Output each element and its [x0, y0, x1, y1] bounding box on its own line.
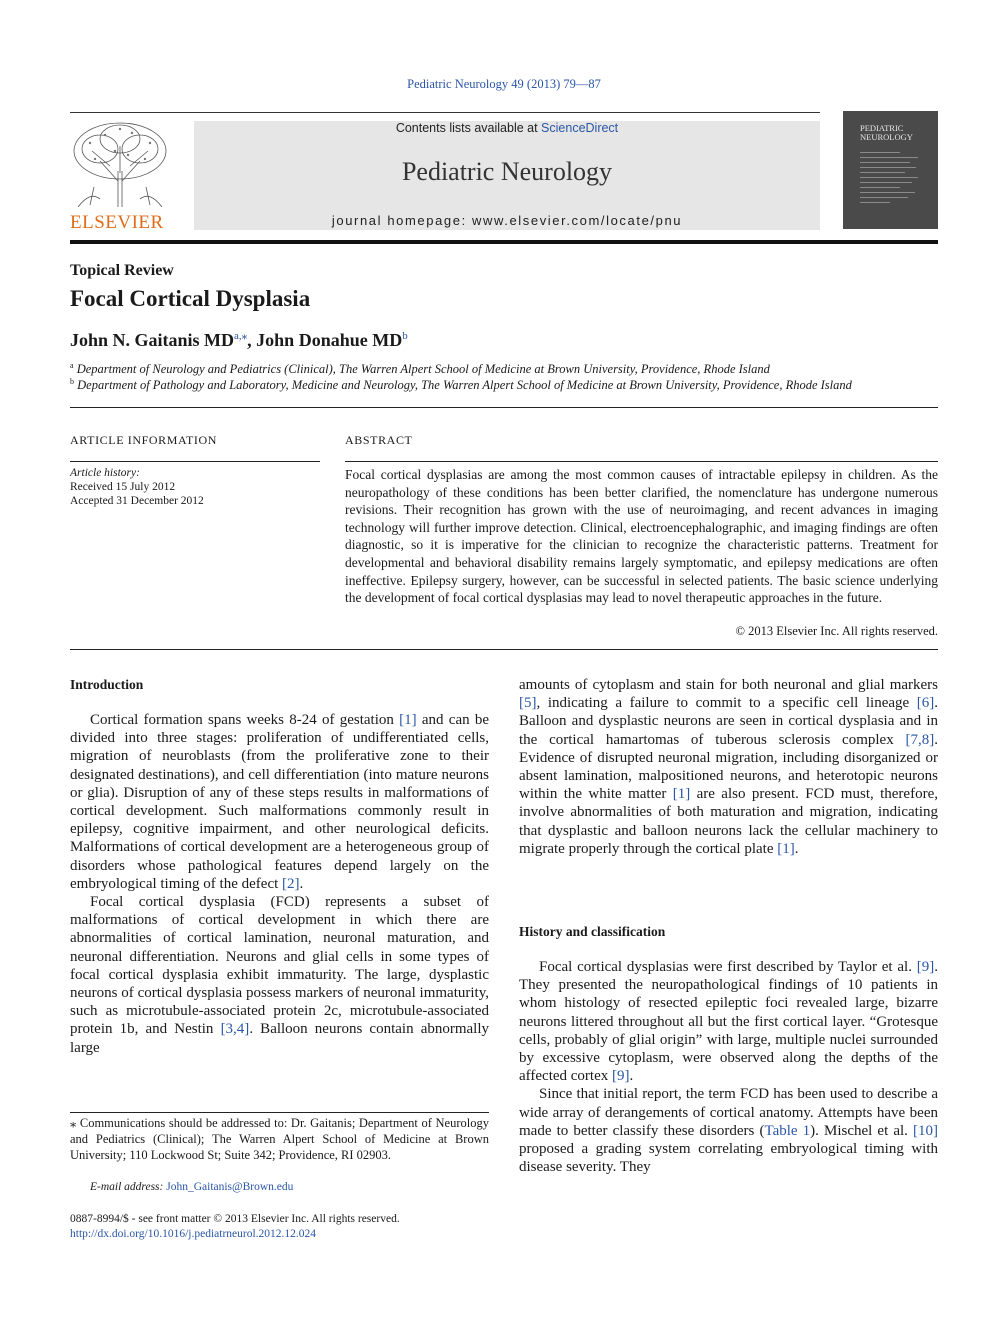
- paragraph: Focal cortical dysplasias were first described by Taylor et al. [9]. They presented the neuropathological findings of 10 patients in whom histology of resected epileptic foci revealed large, bizarre neurons littered throughout all but the first cortical layer. “Grotesque cells, probably of glial origin” with large, multiple nuclei surrounded by excessive cytoplasm, were observed along the depths of the affected cortex [9].: [519, 959, 938, 1085]
- issn-line: 0887-8994/$ - see front matter © 2013 Elsevier Inc. All rights reserved.: [70, 1213, 400, 1225]
- elsevier-wordmark: ELSEVIER: [70, 212, 164, 233]
- cover-text-lines: [860, 152, 922, 207]
- info-rule: [70, 461, 320, 462]
- paragraph: amounts of cytoplasm and stain for both neuronal and glial markers [5], indicating a failure to commit to a specific cell lineage [6]. Balloon and dysplastic neurons are seen in cortical dysplasia and in the cortical hamartomas of tuberous sclerosis complex [7,8]. Evidence of disrupted neuronal migration, including disorganized or absent lamination, malpositioned neurons, and heterotopic neurons within the white matter [1] are also present. FCD must, therefore, involve abnormalities of both maturation and migration, indicating that dysplastic and balloon neurons lack the cellular machinery to migrate properly through the cortical plate [1].: [519, 677, 938, 857]
- journal-name: Pediatric Neurology: [401, 157, 613, 186]
- email-line: E-mail address: John_Gaitanis@Brown.edu: [90, 1181, 294, 1193]
- paragraph: Since that initial report, the term FCD has been used to describe a wide array of derangements of cortical anatomy. Attempts have been made to better classify these disorders (Table 1). Mischel et al. [10] proposed a grading system correlating embryological timing with disease severity. They: [519, 1086, 939, 1176]
- correspondence-footnote: ⁎ Communications should be addressed to: Dr. Gaitanis; Department of Neurology and Pediatrics (Clinical); The Warren Alpert School of Medicine at Brown University; 110 Lockwood St; Suite 342; Providence, RI 02903.: [70, 1116, 489, 1162]
- author-donahue[interactable]: John Donahue MD: [256, 330, 403, 350]
- sciencedirect-link[interactable]: ScienceDirect: [541, 121, 619, 135]
- accepted-date: Accepted 31 December 2012: [70, 495, 204, 508]
- right-column-bottom: [519, 958, 938, 1176]
- ref-link[interactable]: [3,4]: [220, 1021, 250, 1038]
- footnote-rule: [70, 1112, 489, 1113]
- article-information-label: ARTICLE INFORMATION: [70, 433, 218, 447]
- author-list: John N. Gaitanis $MD^{a,⁎}$, John Donahue $MD^b$: [70, 330, 408, 350]
- ref-link[interactable]: [7,8]: [905, 731, 935, 748]
- paragraph: Focal cortical dysplasia (FCD) represents a subset of malformations of cortical development in which there are abnormalities of cortical lamination, neuronal maturation, and neuronal differentiation. Neurons and glial cells in some types of focal cortical dysplasia exhibit immaturity. The large, dysplastic neurons of cortical dysplasia possess markers of neuronal immaturity, such as microtubule-associated protein 2c, microtubule-associated protein 1b, and Nestin [3,4]. Balloon neurons contain abnormally large: [70, 894, 490, 1056]
- ref-link[interactable]: [1]: [672, 786, 691, 803]
- issn-doi: [70, 1212, 400, 1242]
- left-column: [70, 711, 489, 1057]
- ref-link[interactable]: [10]: [913, 1122, 939, 1139]
- author1-affiliation-mark[interactable]: a,⁎: [234, 330, 248, 342]
- abstract-label: ABSTRACT: [345, 433, 413, 447]
- ref-link[interactable]: [9]: [612, 1068, 630, 1085]
- introduction-heading: Introduction: [70, 677, 144, 692]
- ref-link[interactable]: [6]: [916, 695, 935, 712]
- affiliation-rule: [70, 407, 938, 408]
- journal-homepage[interactable]: journal homepage: www.elsevier.com/locate/pnu: [331, 213, 683, 228]
- abstract-bottom-rule: [70, 649, 938, 650]
- abstract-rule: [345, 461, 938, 462]
- article-title: Focal Cortical Dysplasia: [70, 286, 311, 311]
- elsevier-tree-logo: [70, 121, 170, 207]
- table-link[interactable]: Table 1: [764, 1122, 811, 1139]
- ref-link[interactable]: [1]: [777, 840, 795, 857]
- received-date: Received 15 July 2012: [70, 481, 176, 494]
- author2-affiliation-mark[interactable]: b: [402, 330, 408, 342]
- contents-prefix: Contents lists available at: [395, 121, 542, 135]
- cover-title: PEDIATRIC NEUROLOGY: [860, 123, 913, 142]
- paragraph: Cortical formation spans weeks 8-24 of gestation [1] and can be divided into three stages: proliferation of undifferentiated cells, migration of neuroblasts (from the proliferative zone to their designated destinations), and cell differentiation (into mature neurons or glia). Disruption of any of these steps results in malformations of cortical development. Such malformations commonly result in epilepsy, cognitive impairment, and other neurological deficits. Malformations of cortical development are a heterogeneous group of disorders whose pathological features depend largely on the embryological timing of the defect [2].: [70, 712, 489, 892]
- affiliation-a: $^a$ Department of Neurology and Pediatrics (Clinical), The Warren Alpert School of Medicine at Brown University, Providence, Rhode Island: [70, 361, 770, 377]
- ref-link[interactable]: [2]: [282, 875, 300, 892]
- abstract-copyright: © 2013 Elsevier Inc. All rights reserved.: [735, 624, 938, 638]
- abstract-text: Focal cortical dysplasias are among the most common causes of intractable epilepsy in children. As the neuropathology of these conditions has been better clarified, the nomenclature has undergone numerous revisions. Their recognition has grown with the use of neuroimaging, and recent advances in imaging technology will further improve detection. Clinical, electroencephalographic, and imaging findings are often diagnostic, so it is imperative for the clinician to recognize the characteristic patterns. Treatment for developmental and behavioral disability remains largely symptomatic, and epilepsy medications are often ineffective. Epilepsy surgery, however, can be successful in selected patients. The basic science underlying the development of focal cortical dysplasias may lead to novel therapeutic approaches in the future.: [345, 467, 938, 606]
- ref-link[interactable]: [5]: [519, 695, 537, 712]
- journal-citation[interactable]: Pediatric Neurology 49 (2013) 79—87: [407, 77, 601, 91]
- header-rule: [70, 112, 820, 113]
- author-gaitanis[interactable]: John N. Gaitanis MD: [70, 330, 235, 350]
- article-type: Topical Review: [70, 262, 174, 279]
- doi-link[interactable]: http://dx.doi.org/10.1016/j.pediatrneurol.2012.12.024: [70, 1228, 317, 1240]
- header-thick-rule: [70, 240, 938, 244]
- history-heading: History and classification: [519, 924, 666, 939]
- email-link[interactable]: John_Gaitanis@Brown.edu: [166, 1181, 294, 1193]
- contents-line: [194, 121, 820, 135]
- ref-link[interactable]: [9]: [916, 959, 935, 975]
- right-column-top: [519, 676, 938, 858]
- ref-link[interactable]: [1]: [399, 712, 417, 728]
- affiliation-b: $^b$ Department of Pathology and Laboratory, Medicine and Neurology, The Warren Alpert School of Medicine at Brown University, Providence, Rhode Island: [70, 377, 852, 393]
- article-history: Article history: Received 15 July 2012 Accepted 31 December 2012: [70, 466, 320, 509]
